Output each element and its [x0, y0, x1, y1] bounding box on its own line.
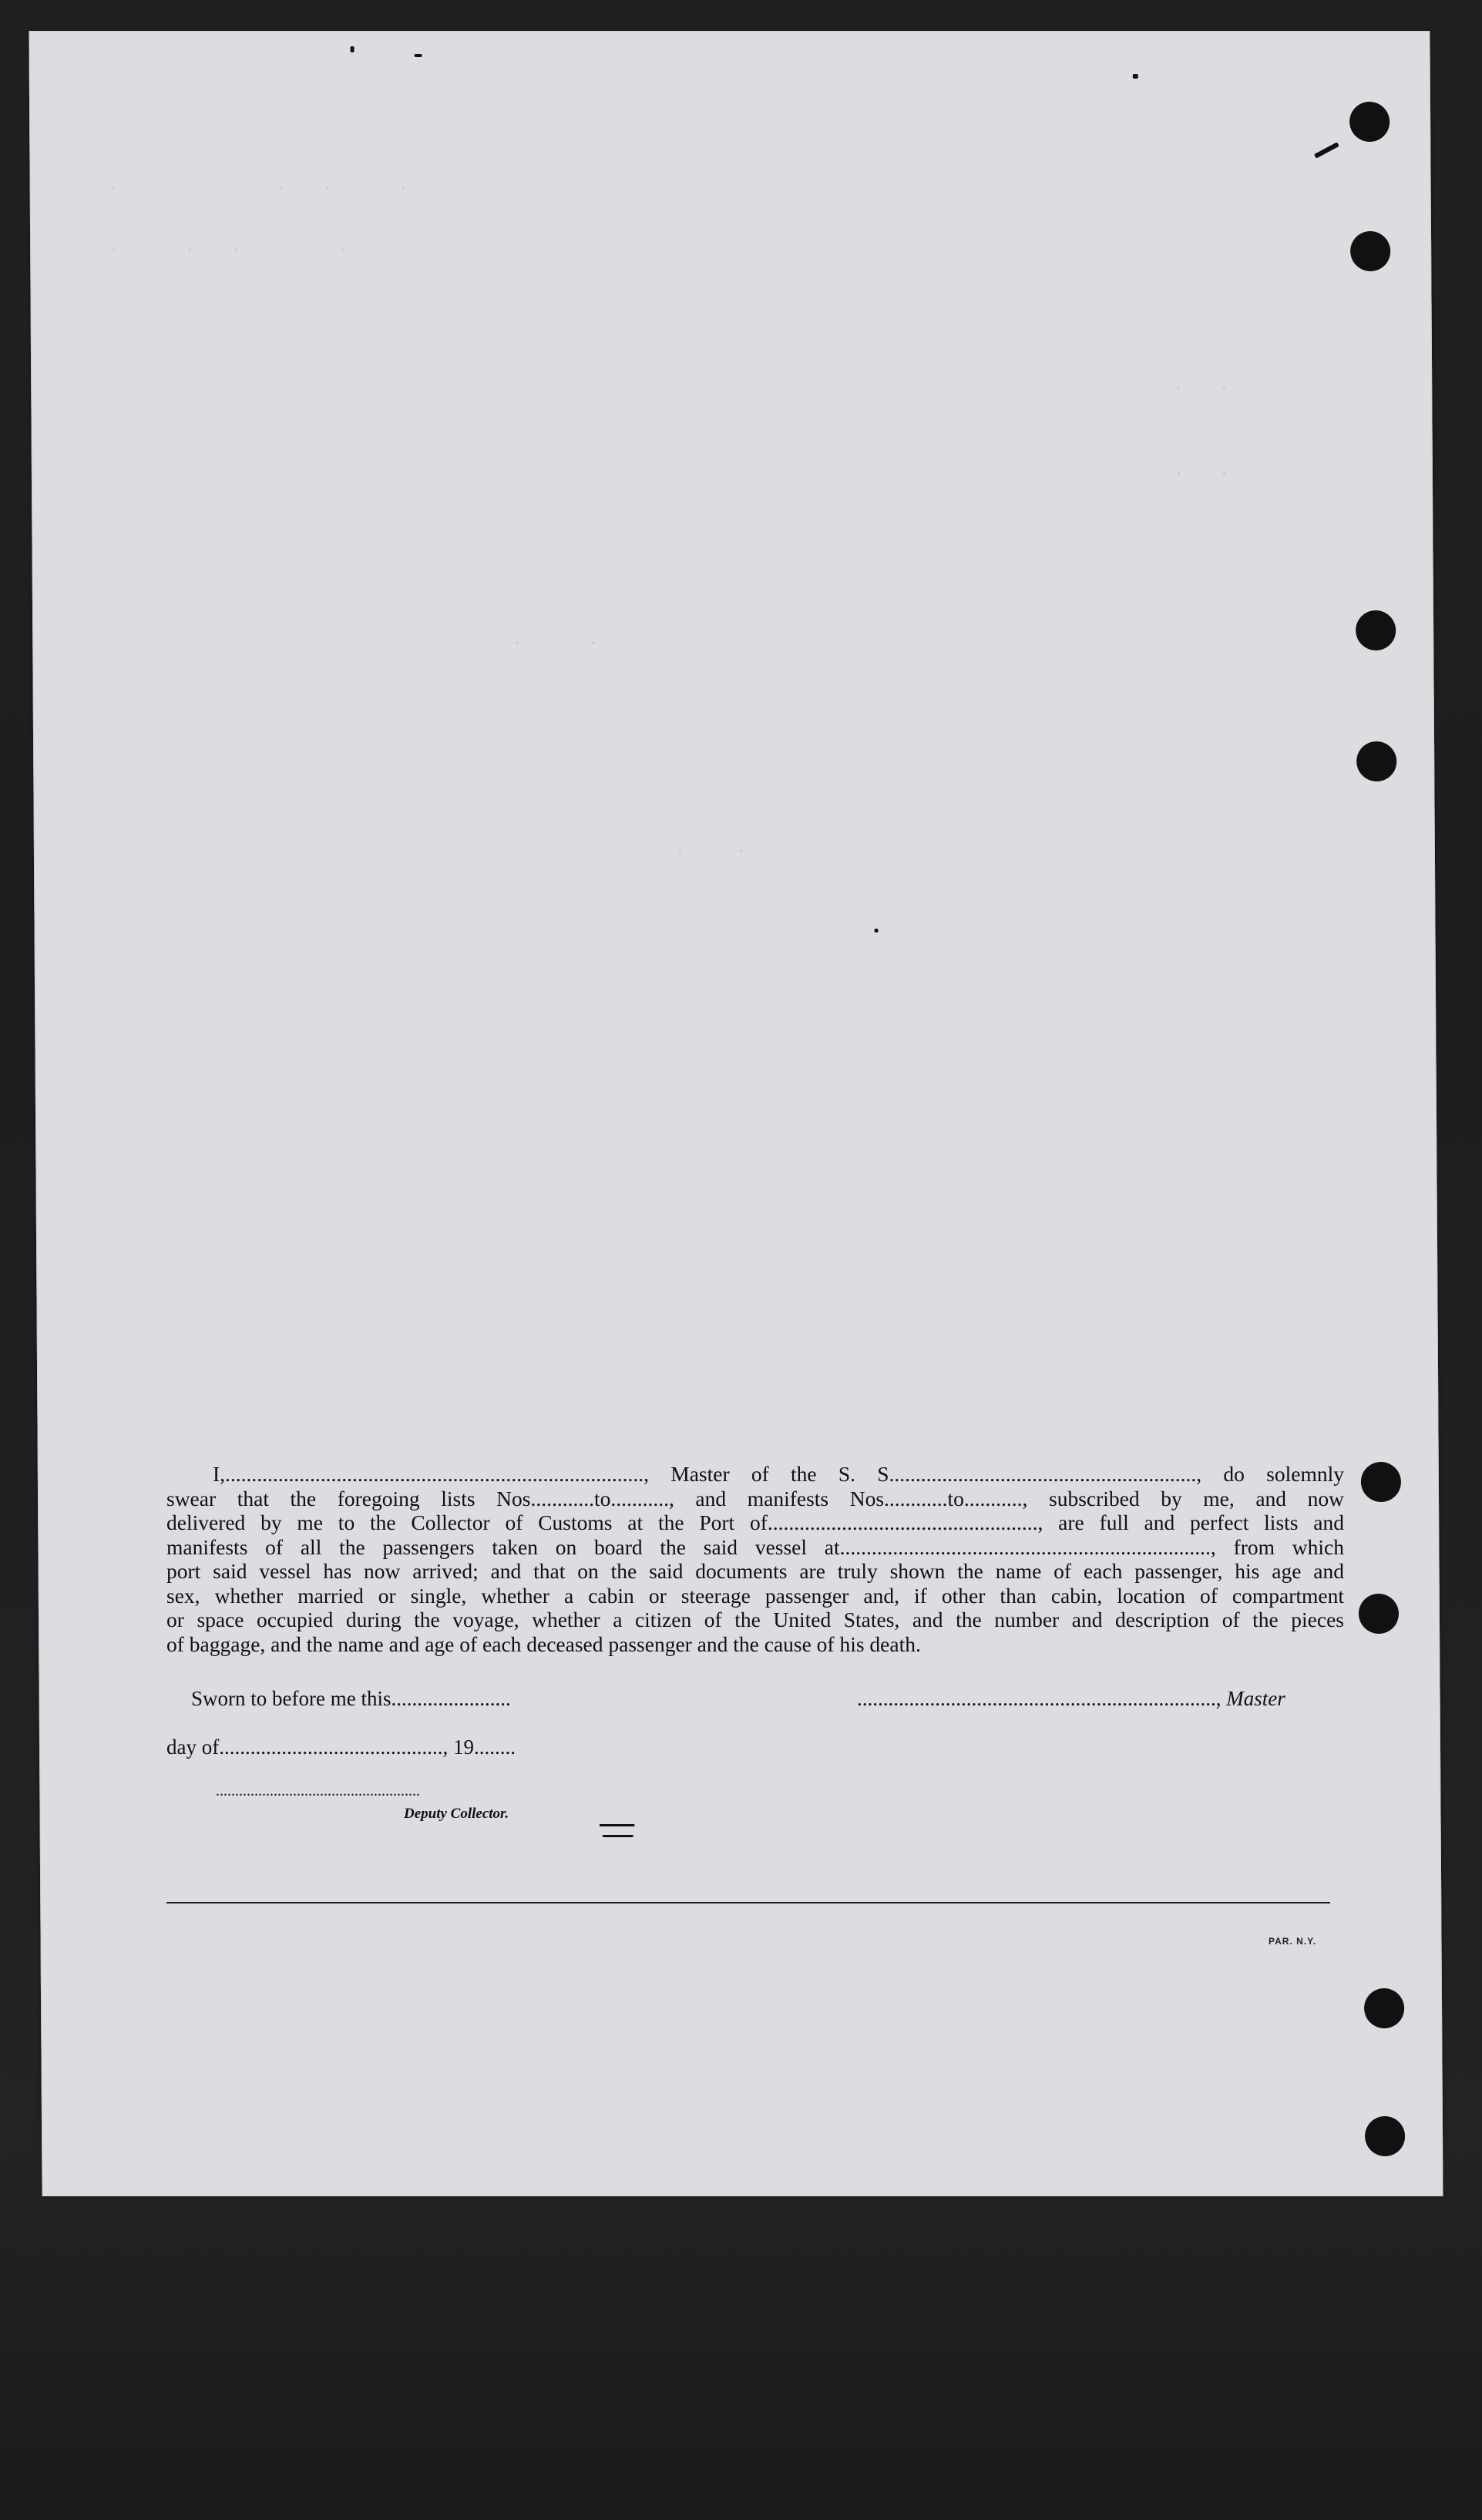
binder-hole	[1365, 2116, 1405, 2156]
footer-rule	[166, 1902, 1330, 1903]
binder-hole	[1356, 610, 1396, 650]
binder-hole	[1361, 1462, 1401, 1502]
oath-line: port said vessel has now arrived; and that on the said documents are truly shown the name of each passenger, his age and	[166, 1559, 1344, 1583]
oath-line: manifests of all the passengers taken on board the said vessel at......................................................................, from which	[166, 1534, 1344, 1559]
bleed-through-mark: · · · ·	[106, 177, 412, 201]
master-oath-paragraph	[166, 1462, 1344, 1656]
deputy-signature-blank: .....................................................	[216, 1782, 420, 1799]
oath-line: swear that the foregoing lists Nos............to..........., and manifests Nos............to..........., subscribed by me, and now	[166, 1486, 1344, 1510]
oath-line: of baggage, and the name and age of each deceased passenger and the cause of his death.	[166, 1631, 921, 1656]
binder-hole	[1359, 1594, 1399, 1634]
bleed-through-mark: · ·	[1171, 462, 1234, 486]
master-signature-line	[857, 1687, 1285, 1711]
ink-speck	[875, 929, 879, 932]
bleed-through-mark: · ·	[673, 840, 751, 864]
oath-line: delivered by me to the Collector of Customs at the Port of..................................................., are full and perfect lists and	[166, 1510, 1344, 1534]
master-signature-blank: .....................................................................,	[857, 1687, 1227, 1710]
binder-hole	[1350, 231, 1390, 271]
binder-hole	[1364, 1988, 1404, 2028]
page-edge	[29, 31, 1443, 2196]
sworn-before-me-line: Sworn to before me this.......................	[191, 1687, 511, 1710]
bleed-through-mark: · · · ·	[107, 239, 352, 263]
ink-speck	[1133, 74, 1138, 79]
oath-line: sex, whether married or single, whether a cabin or steerage passenger and, if other than cabin, location of compartment	[166, 1583, 1344, 1608]
binder-hole	[1349, 102, 1390, 142]
oath-line: or space occupied during the voyage, whether a citizen of the United States, and the number and description of the pieces	[166, 1608, 1344, 1631]
printer-mark: PAR. N.Y.	[1269, 1936, 1317, 1947]
deputy-collector-label: Deputy Collector.	[404, 1806, 509, 1822]
master-label: Master	[1226, 1687, 1285, 1710]
ink-speck	[351, 46, 355, 52]
ink-speck	[600, 1824, 635, 1826]
ink-speck	[603, 1835, 633, 1837]
bleed-through-mark: · ·	[510, 632, 603, 656]
bleed-through-mark: · ·	[1171, 378, 1233, 402]
ink-speck	[415, 54, 422, 57]
day-of-line: day of..........................................., 19........	[166, 1735, 516, 1759]
oath-line: I,..............................................................................., Master of the S. S.........................................................., do solemnly	[213, 1462, 1344, 1486]
binder-hole	[1356, 741, 1396, 781]
manifest-page	[29, 31, 1443, 2196]
